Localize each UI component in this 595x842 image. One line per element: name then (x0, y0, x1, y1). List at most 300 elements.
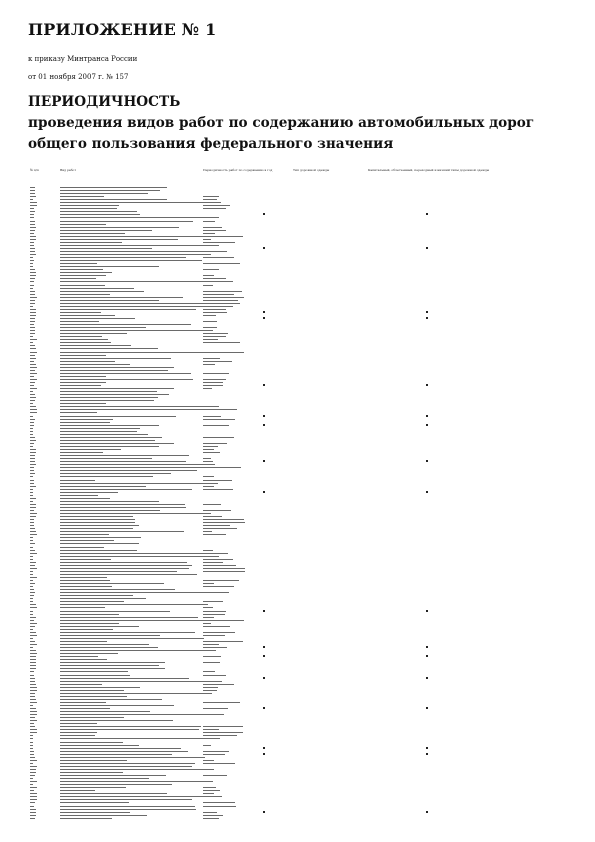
row-periodicity (203, 242, 235, 243)
row-number (30, 543, 35, 544)
row-number (30, 568, 37, 569)
row-periodicity (203, 790, 220, 791)
row-number (30, 540, 33, 541)
row-mark (263, 610, 265, 612)
row-number (30, 598, 33, 599)
row-number (30, 455, 35, 456)
row-number (30, 391, 33, 392)
row-work-description (60, 318, 135, 319)
row-work-description (60, 818, 112, 819)
row-number (30, 202, 37, 203)
row-work-description (60, 656, 98, 657)
row-work-description (60, 681, 222, 682)
row-number (30, 534, 37, 535)
row-periodicity (203, 373, 229, 374)
row-work-description (60, 513, 211, 514)
row-number (30, 684, 36, 685)
header-category: Периодичность работ по содержанию в год (203, 168, 273, 172)
row-number (30, 769, 36, 770)
row-mark (263, 384, 265, 386)
row-number (30, 373, 37, 374)
row-work-description (60, 784, 172, 785)
row-work-description (60, 281, 215, 282)
row-number (30, 403, 33, 404)
row-number (30, 498, 36, 499)
row-mark (263, 424, 265, 426)
row-number (30, 324, 34, 325)
row-periodicity (203, 330, 213, 331)
row-number (30, 723, 34, 724)
row-number (30, 437, 35, 438)
row-number (30, 714, 37, 715)
row-number (30, 510, 34, 511)
row-number (30, 382, 35, 383)
row-work-description (60, 257, 186, 258)
row-number (30, 812, 36, 813)
row-number (30, 361, 34, 362)
appendix-title: ПРИЛОЖЕНИЕ № 1 (28, 20, 217, 39)
row-number (30, 607, 37, 608)
row-work-description (60, 787, 126, 788)
row-work-description (60, 745, 139, 746)
row-work-description (60, 708, 110, 709)
row-periodicity (203, 565, 236, 566)
row-number (30, 519, 34, 520)
row-work-description (60, 382, 106, 383)
row-work-description (60, 321, 99, 322)
row-periodicity (203, 236, 243, 237)
row-periodicity (203, 489, 233, 490)
row-periodicity (203, 516, 222, 517)
periodicity-table (28, 168, 573, 828)
row-number (30, 406, 36, 407)
row-number (30, 257, 33, 258)
row-work-description (60, 583, 164, 584)
row-number (30, 309, 36, 310)
row-number (30, 476, 33, 477)
table-body (28, 186, 573, 820)
row-work-description (60, 422, 110, 423)
row-number (30, 656, 36, 657)
row-work-description (60, 254, 211, 255)
title-line-1: ПЕРИОДИЧНОСТЬ (28, 94, 181, 110)
row-number (30, 638, 33, 639)
row-number (30, 412, 37, 413)
row-number (30, 748, 33, 749)
row-number (30, 742, 33, 743)
row-mark (426, 655, 428, 657)
row-work-description (60, 187, 167, 188)
row-work-description (60, 760, 127, 761)
row-work-description (60, 409, 224, 410)
row-work-description (60, 260, 202, 261)
row-number (30, 626, 35, 627)
row-mark (426, 384, 428, 386)
row-number (30, 336, 33, 337)
row-work-description (60, 568, 189, 569)
row-work-description (60, 345, 131, 346)
row-mark (263, 317, 265, 319)
row-periodicity (203, 419, 235, 420)
row-periodicity (203, 568, 245, 569)
row-periodicity (203, 504, 221, 505)
row-number (30, 425, 34, 426)
row-periodicity (203, 336, 226, 337)
row-number (30, 787, 37, 788)
row-number (30, 635, 37, 636)
row-number (30, 647, 33, 648)
row-work-description (60, 601, 124, 602)
row-number (30, 464, 36, 465)
row-mark (426, 747, 428, 749)
row-number (30, 321, 35, 322)
row-work-description (60, 449, 121, 450)
row-number (30, 376, 34, 377)
row-periodicity (203, 675, 226, 676)
row-work-description (60, 275, 106, 276)
row-number (30, 263, 33, 264)
row-number (30, 623, 37, 624)
row-number (30, 281, 34, 282)
row-number (30, 297, 37, 298)
row-number (30, 659, 36, 660)
row-mark (426, 610, 428, 612)
row-periodicity (203, 263, 240, 264)
row-mark (263, 677, 265, 679)
table-header (28, 168, 573, 186)
row-work-description (60, 815, 147, 816)
table-row (28, 817, 573, 820)
row-periodicity (203, 534, 226, 535)
row-work-description (60, 336, 102, 337)
row-periodicity (203, 626, 230, 627)
row-work-description (60, 653, 118, 654)
row-work-description (60, 467, 212, 468)
row-number (30, 187, 35, 188)
row-number (30, 547, 33, 548)
row-number (30, 556, 33, 557)
row-work-description (60, 492, 118, 493)
row-work-description (60, 577, 107, 578)
row-periodicity (203, 681, 215, 682)
row-number (30, 620, 34, 621)
row-work-description (60, 419, 113, 420)
row-periodicity (203, 437, 234, 438)
row-work-description (60, 598, 146, 599)
row-periodicity (203, 815, 223, 816)
row-number (30, 604, 36, 605)
row-periodicity (203, 671, 215, 672)
row-periodicity (203, 519, 244, 520)
row-work-description (60, 675, 130, 676)
row-number (30, 370, 35, 371)
row-periodicity (203, 623, 211, 624)
row-mark (426, 707, 428, 709)
row-work-description (60, 239, 178, 240)
row-periodicity (203, 257, 234, 258)
row-number (30, 711, 37, 712)
row-work-description (60, 659, 107, 660)
row-periodicity (203, 416, 221, 417)
row-periodicity (203, 510, 231, 511)
row-number (30, 601, 33, 602)
row-number (30, 388, 37, 389)
row-work-description (60, 632, 195, 633)
row-work-description (60, 638, 204, 639)
row-number (30, 285, 34, 286)
row-periodicity (203, 278, 226, 279)
row-work-description (60, 543, 139, 544)
row-work-description (60, 592, 212, 593)
row-mark (263, 311, 265, 313)
row-number (30, 300, 35, 301)
row-periodicity (203, 763, 235, 764)
row-number (30, 699, 36, 700)
row-number (30, 766, 37, 767)
row-number (30, 705, 33, 706)
row-periodicity (203, 726, 243, 727)
row-number (30, 815, 36, 816)
row-work-description (60, 483, 218, 484)
row-periodicity (203, 251, 227, 252)
row-number (30, 269, 35, 270)
row-work-description (60, 324, 191, 325)
row-work-description (60, 693, 212, 694)
row-periodicity (203, 781, 213, 782)
row-number (30, 586, 33, 587)
row-periodicity (203, 769, 214, 770)
row-periodicity (203, 233, 215, 234)
row-number (30, 781, 37, 782)
row-work-description (60, 397, 158, 398)
row-work-description (60, 361, 115, 362)
row-number (30, 278, 35, 279)
row-number (30, 802, 35, 803)
row-number (30, 796, 37, 797)
row-work-description (60, 537, 141, 538)
row-work-description (60, 190, 160, 191)
row-mark (426, 213, 428, 215)
row-number (30, 732, 37, 733)
row-number (30, 559, 33, 560)
row-work-description (60, 647, 158, 648)
row-work-description (60, 211, 137, 212)
row-number (30, 681, 35, 682)
row-work-description (60, 489, 192, 490)
row-periodicity (203, 312, 227, 313)
row-work-description (60, 562, 187, 563)
row-work-description (60, 629, 113, 630)
row-periodicity (203, 361, 232, 362)
row-number (30, 531, 36, 532)
row-number (30, 592, 35, 593)
row-number (30, 793, 37, 794)
row-work-description (60, 671, 128, 672)
row-work-description (60, 443, 174, 444)
row-number (30, 537, 33, 538)
row-number (30, 233, 34, 234)
row-work-description (60, 504, 185, 505)
row-periodicity (203, 775, 227, 776)
row-periodicity (203, 458, 211, 459)
row-number (30, 662, 36, 663)
row-work-description (60, 574, 197, 575)
row-number (30, 772, 36, 773)
row-periodicity (203, 735, 237, 736)
row-number (30, 409, 37, 410)
row-number (30, 315, 36, 316)
row-mark (263, 707, 265, 709)
row-number (30, 717, 35, 718)
row-periodicity (203, 708, 228, 709)
row-periodicity (203, 476, 214, 477)
row-number (30, 580, 33, 581)
row-work-description (60, 476, 153, 477)
row-periodicity (203, 227, 222, 228)
row-periodicity (203, 617, 214, 618)
row-number (30, 224, 35, 225)
row-number (30, 352, 37, 353)
row-number (30, 553, 37, 554)
row-work-description (60, 723, 97, 724)
row-work-description (60, 291, 144, 292)
row-number (30, 799, 37, 800)
row-work-description (60, 635, 160, 636)
row-periodicity (203, 309, 226, 310)
row-work-description (60, 650, 216, 651)
row-number (30, 449, 36, 450)
row-periodicity (203, 217, 219, 218)
row-work-description (60, 522, 135, 523)
row-number (30, 473, 35, 474)
row-periodicity (203, 291, 242, 292)
row-number (30, 513, 37, 514)
row-work-description (60, 519, 135, 520)
row-number (30, 221, 35, 222)
row-number (30, 726, 35, 727)
row-work-description (60, 242, 122, 243)
row-work-description (60, 696, 127, 697)
row-work-description (60, 607, 105, 608)
row-periodicity (203, 760, 214, 761)
row-work-description (60, 391, 157, 392)
row-work-description (60, 266, 159, 267)
row-number (30, 583, 35, 584)
row-work-description (60, 644, 149, 645)
row-work-description (60, 796, 222, 797)
row-mark (426, 811, 428, 813)
document-title (28, 92, 588, 155)
row-number (30, 629, 33, 630)
row-periodicity (203, 793, 214, 794)
row-work-description (60, 589, 175, 590)
row-work-description (60, 199, 167, 200)
row-number (30, 272, 36, 273)
row-work-description (60, 285, 105, 286)
row-number (30, 348, 36, 349)
row-number (30, 312, 36, 313)
row-number (30, 632, 36, 633)
row-work-description (60, 394, 169, 395)
row-number (30, 690, 37, 691)
row-work-description (60, 711, 150, 712)
row-work-description (60, 437, 162, 438)
row-work-description (60, 559, 111, 560)
row-work-description (60, 498, 110, 499)
row-work-description (60, 278, 96, 279)
row-work-description (60, 662, 165, 663)
row-work-description (60, 717, 124, 718)
row-periodicity (203, 379, 226, 380)
row-periodicity (203, 205, 230, 206)
row-number (30, 775, 35, 776)
row-work-description (60, 303, 223, 304)
row-work-description (60, 507, 186, 508)
row-periodicity (203, 802, 235, 803)
row-number (30, 738, 33, 739)
row-number (30, 431, 33, 432)
row-work-description (60, 751, 188, 752)
row-work-description (60, 772, 123, 773)
row-work-description (60, 528, 133, 529)
row-number (30, 318, 35, 319)
row-work-description (60, 208, 117, 209)
row-number (30, 367, 37, 368)
row-work-description (60, 726, 201, 727)
row-number (30, 550, 35, 551)
row-number (30, 196, 36, 197)
row-periodicity (203, 787, 216, 788)
row-number (30, 242, 34, 243)
row-work-description (60, 230, 152, 231)
row-number (30, 760, 37, 761)
row-work-description (60, 540, 114, 541)
row-work-description (60, 470, 197, 471)
row-work-description (60, 385, 101, 386)
order-date: от 01 ноября 2007 г. № 157 (28, 73, 129, 81)
row-work-description (60, 516, 133, 517)
row-number (30, 428, 33, 429)
row-work-description (60, 769, 214, 770)
row-number (30, 611, 33, 612)
row-number (30, 333, 35, 334)
row-work-description (60, 553, 219, 554)
row-number (30, 565, 35, 566)
row-periodicity (203, 352, 244, 353)
row-periodicity (203, 702, 240, 703)
row-number (30, 227, 36, 228)
row-work-description (60, 236, 206, 237)
row-number (30, 385, 34, 386)
row-work-description (60, 586, 112, 587)
row-work-description (60, 312, 101, 313)
row-work-description (60, 327, 146, 328)
row-periodicity (203, 641, 243, 642)
row-work-description (60, 501, 159, 502)
order-reference: к приказу Минтранса России (28, 55, 138, 63)
row-periodicity (203, 796, 211, 797)
row-periodicity (203, 358, 220, 359)
row-periodicity (203, 644, 219, 645)
row-periodicity (203, 751, 229, 752)
row-number (30, 589, 34, 590)
row-work-description (60, 272, 112, 273)
row-number (30, 784, 33, 785)
row-work-description (60, 486, 146, 487)
row-work-description (60, 702, 106, 703)
row-work-description (60, 687, 140, 688)
row-number (30, 720, 37, 721)
